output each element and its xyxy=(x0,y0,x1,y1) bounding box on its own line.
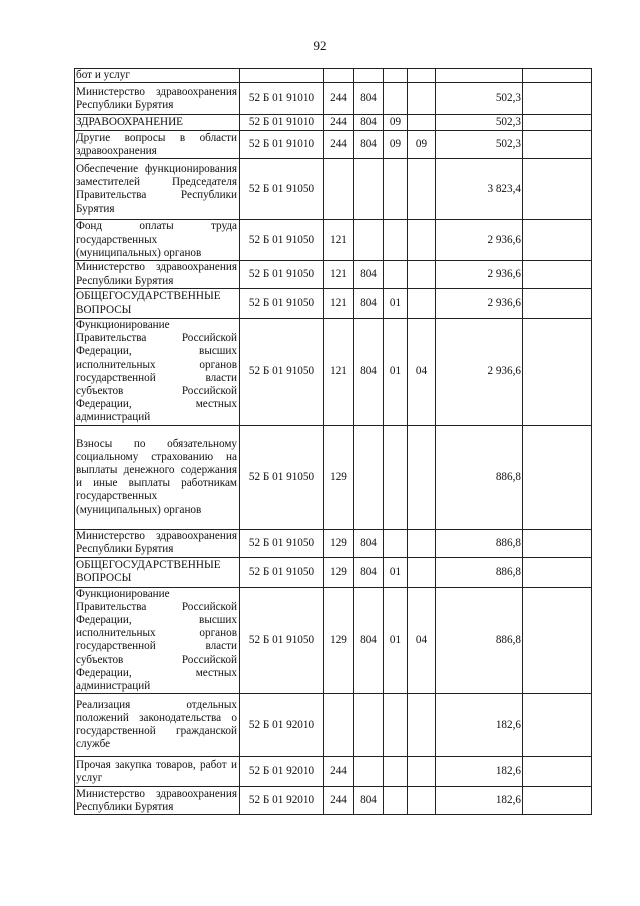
row-section xyxy=(384,159,408,220)
row-target-code: 52 Б 01 92010 xyxy=(240,757,324,787)
row-subsection xyxy=(408,115,436,131)
row-section xyxy=(384,220,408,261)
row-target-code: 52 Б 01 91050 xyxy=(240,319,324,426)
row-subsection xyxy=(408,694,436,757)
row-department-code: 804 xyxy=(354,131,384,159)
row-section xyxy=(384,261,408,289)
row-empty-cell xyxy=(523,261,592,289)
table-row xyxy=(75,787,592,815)
row-amount: 886,8 xyxy=(436,425,523,529)
row-department-code: 804 xyxy=(354,587,384,694)
row-department-code xyxy=(354,694,384,757)
row-department-code: 804 xyxy=(354,289,384,319)
row-department-code: 804 xyxy=(354,319,384,426)
row-expense-type: 244 xyxy=(324,787,354,815)
row-subsection xyxy=(408,220,436,261)
row-amount: 2 936,6 xyxy=(436,319,523,426)
table-row xyxy=(75,131,592,159)
row-amount: 886,8 xyxy=(436,587,523,694)
row-subsection xyxy=(408,529,436,557)
row-name: Обеспечение функционирования заместителей Председателя Правительства Республики Бурятия xyxy=(75,159,240,220)
row-name: бот и услуг xyxy=(75,69,240,83)
table-row xyxy=(75,83,592,115)
row-target-code: 52 Б 01 91050 xyxy=(240,587,324,694)
row-expense-type: 244 xyxy=(324,757,354,787)
row-empty-cell xyxy=(523,83,592,115)
row-amount: 502,3 xyxy=(436,115,523,131)
row-section xyxy=(384,425,408,529)
row-amount: 2 936,6 xyxy=(436,261,523,289)
row-expense-type: 129 xyxy=(324,529,354,557)
row-section xyxy=(384,787,408,815)
table-row xyxy=(75,757,592,787)
row-section xyxy=(384,83,408,115)
row-expense-type: 244 xyxy=(324,131,354,159)
row-expense-type: 129 xyxy=(324,425,354,529)
row-name: Фонд оплаты труда государственных (муниципальных) органов xyxy=(75,220,240,261)
row-empty-cell xyxy=(523,557,592,587)
row-name: Другие вопросы в области здравоохранения xyxy=(75,131,240,159)
row-expense-type xyxy=(324,69,354,83)
row-section xyxy=(384,529,408,557)
row-name: Министерство здравоохранения Республики Бурятия xyxy=(75,529,240,557)
row-target-code: 52 Б 01 92010 xyxy=(240,694,324,757)
row-name: ОБЩЕГОСУДАРСТВЕННЫЕ ВОПРОСЫ xyxy=(75,289,240,319)
row-name: Реализация отдельных положений законодательства о государственной гражданской службе xyxy=(75,694,240,757)
row-name: Министерство здравоохранения Республики Бурятия xyxy=(75,83,240,115)
row-expense-type: 244 xyxy=(324,83,354,115)
row-subsection xyxy=(408,425,436,529)
table-row xyxy=(75,425,592,529)
row-expense-type: 121 xyxy=(324,289,354,319)
page-number: 92 xyxy=(313,38,327,53)
row-target-code: 52 Б 01 91050 xyxy=(240,529,324,557)
table-row xyxy=(75,557,592,587)
table-row xyxy=(75,261,592,289)
row-department-code: 804 xyxy=(354,261,384,289)
row-section: 09 xyxy=(384,131,408,159)
row-department-code xyxy=(354,220,384,261)
row-department-code: 804 xyxy=(354,83,384,115)
row-expense-type xyxy=(324,159,354,220)
row-amount: 502,3 xyxy=(436,83,523,115)
row-subsection xyxy=(408,83,436,115)
row-empty-cell xyxy=(523,289,592,319)
row-amount: 182,6 xyxy=(436,757,523,787)
row-target-code xyxy=(240,69,324,83)
table-row xyxy=(75,694,592,757)
row-section xyxy=(384,694,408,757)
row-empty-cell xyxy=(523,587,592,694)
row-amount: 886,8 xyxy=(436,529,523,557)
row-amount: 2 936,6 xyxy=(436,289,523,319)
row-department-code xyxy=(354,757,384,787)
row-name: Функционирование Правительства Российской Федерации, высших исполнительных органов государственной власти субъектов Российской Федерации, местных администраций xyxy=(75,587,240,694)
row-empty-cell xyxy=(523,69,592,83)
row-name: Министерство здравоохранения Республики Бурятия xyxy=(75,787,240,815)
row-name: Министерство здравоохранения Республики Бурятия xyxy=(75,261,240,289)
row-subsection: 09 xyxy=(408,131,436,159)
row-empty-cell xyxy=(523,159,592,220)
row-subsection xyxy=(408,69,436,83)
row-amount xyxy=(436,69,523,83)
row-section: 01 xyxy=(384,557,408,587)
row-expense-type: 129 xyxy=(324,587,354,694)
row-empty-cell xyxy=(523,757,592,787)
row-department-code: 804 xyxy=(354,557,384,587)
row-subsection xyxy=(408,557,436,587)
row-expense-type: 121 xyxy=(324,319,354,426)
budget-table-body xyxy=(75,69,592,815)
row-empty-cell xyxy=(523,115,592,131)
row-target-code: 52 Б 01 92010 xyxy=(240,787,324,815)
row-subsection xyxy=(408,159,436,220)
row-empty-cell xyxy=(523,694,592,757)
row-expense-type xyxy=(324,694,354,757)
row-department-code: 804 xyxy=(354,787,384,815)
table-row xyxy=(75,289,592,319)
table-row xyxy=(75,69,592,83)
row-section: 01 xyxy=(384,587,408,694)
row-expense-type: 121 xyxy=(324,261,354,289)
row-expense-type: 121 xyxy=(324,220,354,261)
row-amount: 3 823,4 xyxy=(436,159,523,220)
table-row xyxy=(75,319,592,426)
row-name: Функционирование Правительства Российской Федерации, высших исполнительных органов государственной власти субъектов Российской Федерации, местных администраций xyxy=(75,319,240,426)
table-row xyxy=(75,159,592,220)
row-empty-cell xyxy=(523,319,592,426)
row-subsection: 04 xyxy=(408,319,436,426)
row-amount: 502,3 xyxy=(436,131,523,159)
table-row xyxy=(75,587,592,694)
row-amount: 182,6 xyxy=(436,787,523,815)
row-section: 01 xyxy=(384,289,408,319)
row-target-code: 52 Б 01 91050 xyxy=(240,220,324,261)
row-empty-cell xyxy=(523,529,592,557)
row-section: 09 xyxy=(384,115,408,131)
row-department-code xyxy=(354,159,384,220)
row-name: Взносы по обязательному социальному страхованию на выплаты денежного содержания и иные выплаты работникам государственных (муниципальных) органов xyxy=(75,425,240,529)
row-name: Прочая закупка товаров, работ и услуг xyxy=(75,757,240,787)
row-target-code: 52 Б 01 91050 xyxy=(240,425,324,529)
row-empty-cell xyxy=(523,787,592,815)
row-target-code: 52 Б 01 91010 xyxy=(240,115,324,131)
table-row xyxy=(75,529,592,557)
row-section xyxy=(384,69,408,83)
row-amount: 886,8 xyxy=(436,557,523,587)
row-empty-cell xyxy=(523,425,592,529)
row-section xyxy=(384,757,408,787)
row-target-code: 52 Б 01 91010 xyxy=(240,131,324,159)
row-target-code: 52 Б 01 91010 xyxy=(240,83,324,115)
row-amount: 2 936,6 xyxy=(436,220,523,261)
row-target-code: 52 Б 01 91050 xyxy=(240,159,324,220)
row-target-code: 52 Б 01 91050 xyxy=(240,261,324,289)
row-department-code xyxy=(354,425,384,529)
row-target-code: 52 Б 01 91050 xyxy=(240,557,324,587)
budget-table xyxy=(74,68,592,815)
row-expense-type: 244 xyxy=(324,115,354,131)
row-department-code: 804 xyxy=(354,529,384,557)
table-row xyxy=(75,115,592,131)
row-department-code xyxy=(354,69,384,83)
row-target-code: 52 Б 01 91050 xyxy=(240,289,324,319)
row-amount: 182,6 xyxy=(436,694,523,757)
row-name: ОБЩЕГОСУДАРСТВЕННЫЕ ВОПРОСЫ xyxy=(75,557,240,587)
row-subsection xyxy=(408,787,436,815)
row-name: ЗДРАВООХРАНЕНИЕ xyxy=(75,115,240,131)
table-row xyxy=(75,220,592,261)
row-section: 01 xyxy=(384,319,408,426)
row-subsection xyxy=(408,289,436,319)
row-empty-cell xyxy=(523,131,592,159)
row-subsection xyxy=(408,757,436,787)
row-empty-cell xyxy=(523,220,592,261)
row-department-code: 804 xyxy=(354,115,384,131)
row-subsection: 04 xyxy=(408,587,436,694)
row-subsection xyxy=(408,261,436,289)
row-expense-type: 129 xyxy=(324,557,354,587)
